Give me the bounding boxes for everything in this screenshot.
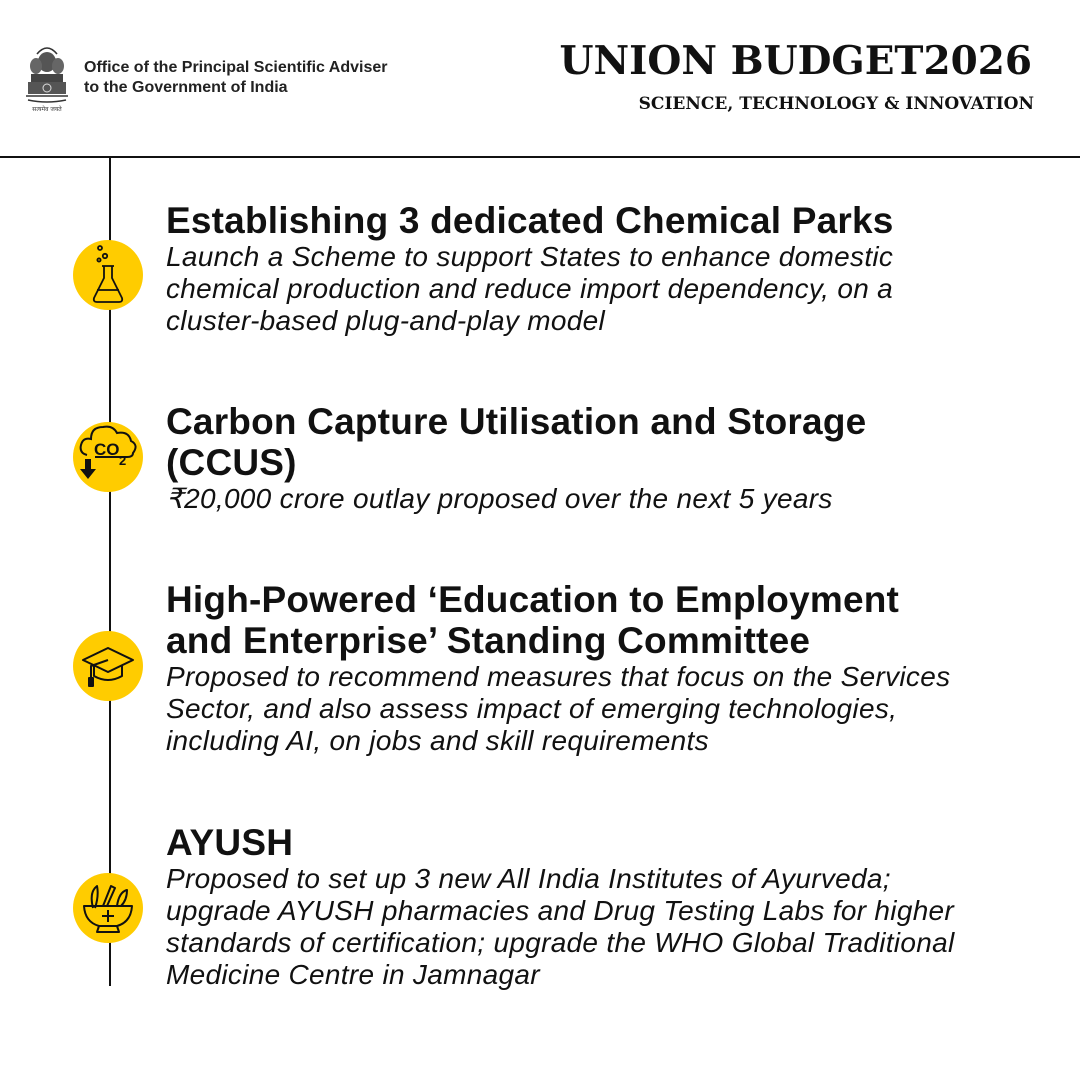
item-title: AYUSH (166, 822, 294, 863)
item-title: Establishing 3 dedicated Chemical Parks (166, 200, 894, 241)
co2-text: CO (94, 440, 120, 459)
co2-cloud-icon (77, 421, 139, 487)
timeline-node-chemical-parks (73, 240, 143, 310)
item-title: Carbon Capture Utilisation and Storage (CCUS) (166, 401, 867, 483)
item-title: High-Powered ‘Education to Employment and Enterprise’ Standing Committee (166, 579, 900, 661)
co2-subscript: 2 (119, 453, 127, 468)
office-name (84, 58, 387, 98)
item-description: Proposed to recommend measures that focus on the Services Sector, and also assess impact of emerging technologies, including AI, on jobs and skill requirements (166, 661, 951, 756)
header-divider (0, 156, 1080, 158)
item-description: Launch a Scheme to support States to enhance domestic chemical production and reduce import dependency, on a cluster-based plug-and-play model (166, 241, 894, 336)
timeline-node-education-committee (73, 631, 143, 701)
item-description: ₹20,000 crore outlay proposed over the next 5 years (166, 483, 833, 514)
item-chemical-parks (166, 200, 966, 337)
timeline-node-ayush (73, 873, 143, 943)
emblem-motto: सत्यमेव जयते (32, 106, 62, 113)
national-emblem-icon (24, 40, 70, 114)
flask-icon (86, 244, 130, 306)
header (0, 0, 1080, 158)
item-ccus (166, 401, 966, 515)
budget-title: UNION BUDGET2026 (559, 38, 1032, 84)
graduation-cap-icon (81, 644, 135, 688)
office-line-1: Office of the Principal Scientific Adviser (84, 59, 388, 76)
mortar-pestle-icon (81, 882, 135, 934)
timeline-node-ccus (73, 422, 143, 492)
item-ayush (166, 822, 966, 991)
item-education-committee (166, 579, 966, 757)
item-description: Proposed to set up 3 new All India Institutes of Ayurveda; upgrade AYUSH pharmacies and Drug Testing Labs for higher standards of certification; upgrade the WHO Global Traditional Medicine Centre in Jamnagar (166, 863, 955, 990)
budget-subtitle: SCIENCE, TECHNOLOGY & INNOVATION (638, 94, 1034, 114)
office-line-2: to the Government of India (84, 79, 288, 96)
